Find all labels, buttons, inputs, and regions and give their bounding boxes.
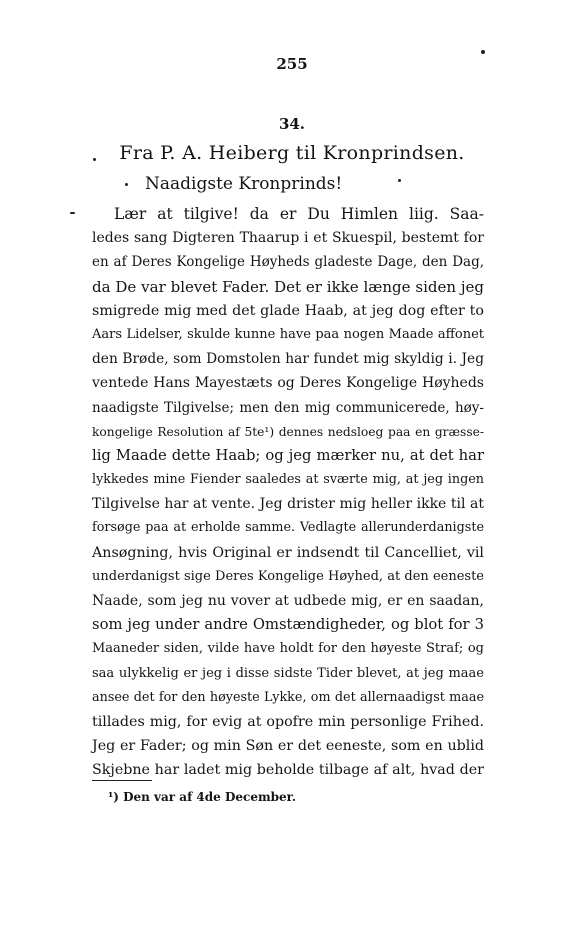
text-line: som jeg under andre Omstændigheder, og blot for 3 (92, 616, 484, 634)
text-line: den Brøde, som Domstolen har fundet mig skyldig i. Jeg (92, 351, 484, 368)
text-line: Naade, som jeg nu vover at udbede mig, er en saadan, (92, 593, 484, 609)
print-speck (93, 158, 96, 161)
print-speck (125, 183, 128, 186)
text-line: kongelige Resolution af 5te¹) dennes nedsloeg paa en græsse- (92, 424, 484, 439)
page-number: 255 (276, 55, 308, 73)
text-line: forsøge paa at erholde samme. Vedlagte allerunderdanigste (92, 520, 484, 536)
salutation: Naadigste Kronprinds! (145, 174, 343, 194)
text-line: en af Deres Kongelige Høyheds gladeste Dage, den Dag, (92, 254, 484, 271)
text-line: da De var blevet Fader. Det er ikke længe siden jeg (92, 277, 484, 296)
text-line: lykkedes mine Fiender saaledes at sværte mig, at jeg ingen (92, 472, 484, 488)
text-line: Ansøgning, hvis Original er indsendt til Cancelliet, vil (92, 544, 484, 561)
text-line: lig Maade dette Haab; og jeg mærker nu, at det har (92, 446, 484, 464)
text-line: Aars Lidelser, skulde kunne have paa nogen Maade affonet (92, 326, 484, 342)
text-line: saa ulykkelig er jeg i disse sidste Tider blevet, at jeg maae (92, 665, 484, 681)
text-line: ansee det for den høyeste Lykke, om det allernaadigst maae (92, 689, 484, 705)
print-speck (481, 50, 485, 54)
print-speck (398, 179, 401, 182)
text-line: Jeg er Fader; og min Søn er det eeneste, som en ublid (92, 738, 484, 755)
letter-body (92, 202, 484, 783)
text-line: Tilgivelse har at vente. Jeg drister mig heller ikke til at (92, 496, 484, 513)
text-line: ventede Hans Mayestæts og Deres Kongelige Høyheds (92, 375, 484, 392)
text-line: underdanigst sige Deres Kongelige Høyhed, at den eeneste (92, 568, 484, 584)
footnote: ¹) Den var af 4de December. (108, 790, 297, 804)
letter-number: 34. (278, 115, 306, 133)
footnote-divider (92, 780, 152, 781)
text-line: Skjebne har ladet mig beholde tilbage af alt, hvad der (92, 762, 484, 779)
text-line: smigrede mig med det glade Haab, at jeg dog efter to (92, 302, 484, 319)
text-line: ledes sang Digteren Thaarup i et Skuespil, bestemt for (92, 230, 484, 247)
text-line: naadigste Tilgivelse; men den mig communicerede, høy- (92, 399, 484, 416)
text-line: tillades mig, for evig at opofre min personlige Frihed. (92, 713, 484, 730)
text-line: Lær at tilgive! da er Du Himlen liig. Saa- (114, 205, 484, 223)
print-speck (70, 212, 75, 214)
letter-heading: Fra P. A. Heiberg til Kronprindsen. (119, 142, 465, 164)
text-line: Maaneder siden, vilde have holdt for den høyeste Straf; og (92, 641, 484, 657)
